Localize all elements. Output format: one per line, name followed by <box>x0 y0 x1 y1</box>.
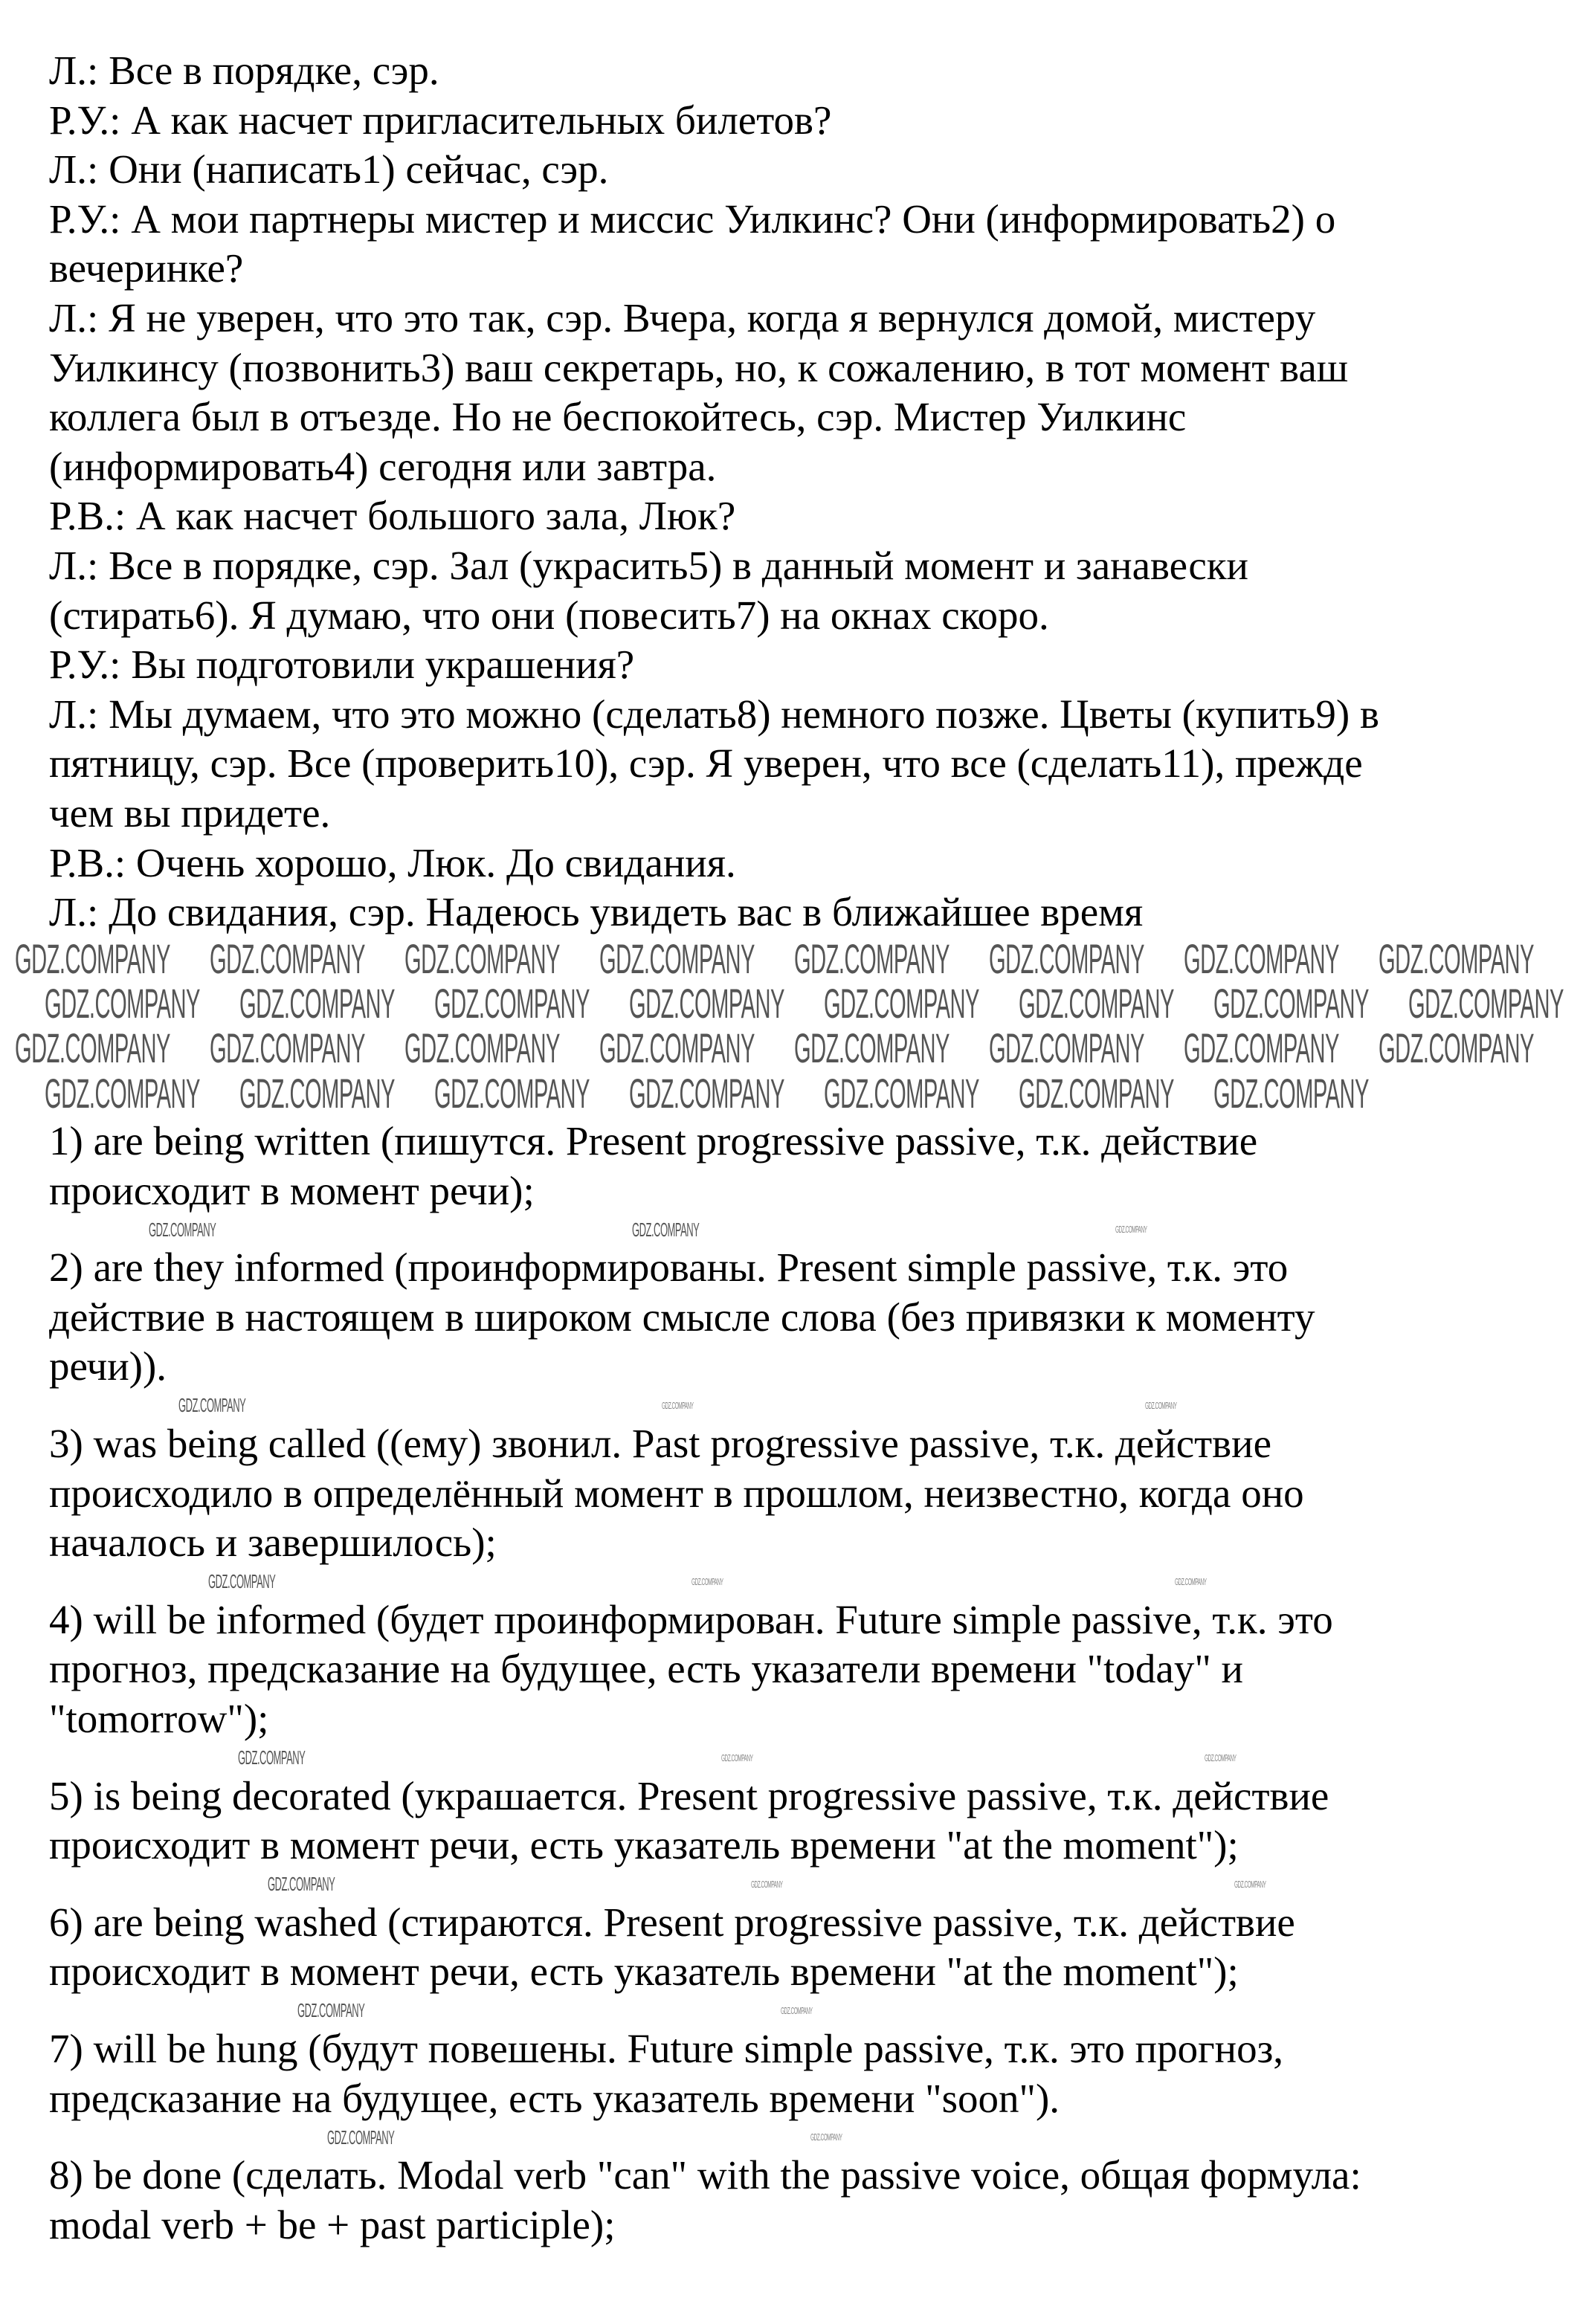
answer-item <box>49 2151 1566 2250</box>
dialogue-line: Л.: Они (написать1) сейчас, сэр. <box>49 146 609 193</box>
watermark: GDZ.COMPANY <box>989 1024 1144 1071</box>
dialogue-line: чем вы придете. <box>49 790 331 836</box>
dialogue-line: (стирать6). Я думаю, что они (повесить7) на окнах скоро. <box>49 592 1049 638</box>
watermark: GDZ.COMPANY <box>404 1024 560 1071</box>
answer-line: 7) will be hung (будут повешены. Future simple passive, т.к. это прогноз, <box>49 2025 1284 2071</box>
watermark: GDZ.COMPANY <box>434 1070 590 1117</box>
dialogue-text <box>49 46 1566 937</box>
dialogue-line: Р.В.: Очень хорошо, Люк. До свидания. <box>49 839 736 885</box>
answer-line: 3) was being called ((ему) звонил. Past progressive passive, т.к. действие <box>49 1420 1271 1466</box>
answer-line: происходит в момент речи, есть указатель времени "at the moment"); <box>49 1949 1239 1995</box>
watermark: GDZ.COMPANY <box>1019 1070 1174 1117</box>
watermark: GDZ.COMPANY <box>794 935 950 982</box>
watermark: GDZ.COMPANY <box>810 2131 842 2143</box>
watermark: GDZ.COMPANY <box>434 980 590 1027</box>
watermark: GDZ.COMPANY <box>1379 935 1534 982</box>
watermark: GDZ.COMPANY <box>210 935 365 982</box>
dialogue-line: Л.: Все в порядке, сэр. <box>49 48 439 93</box>
watermark: GDZ.COMPANY <box>239 980 395 1027</box>
dialogue-line: Л.: До свидания, сэр. Надеюсь увидеть вас в ближайшее время <box>49 889 1144 935</box>
watermark: GDZ.COMPANY <box>629 1070 784 1117</box>
dialogue-line: Р.У.: А как насчет пригласительных билетов? <box>49 97 832 143</box>
watermark: GDZ.COMPANY <box>1234 1879 1266 1890</box>
dialogue-line: коллега был в отъезде. Но не беспокойтесь, сэр. Мистер Уилкинс <box>49 394 1187 440</box>
dialogue-line: Р.В.: А как насчет большого зала, Люк? <box>49 493 736 539</box>
watermark: GDZ.COMPANY <box>15 935 170 982</box>
answer-line: 6) are being washed (стираются. Present progressive passive, т.к. действие <box>49 1899 1295 1945</box>
watermark: GDZ.COMPANY <box>599 935 755 982</box>
answer-item <box>49 2024 1566 2123</box>
watermark: GDZ.COMPANY <box>1175 1576 1207 1587</box>
answer-item <box>49 1117 1566 1216</box>
dialogue-line: Л.: Я не уверен, что это так, сэр. Вчера, когда я вернулся домой, мистеру <box>49 294 1316 340</box>
answer-line: 4) will be informed (будет проинформирован. Future simple passive, т.к. это <box>49 1596 1333 1642</box>
answer-line: 2) are they informed (проинформированы. Present simple passive, т.к. это <box>49 1245 1289 1291</box>
watermark: GDZ.COMPANY <box>599 1024 755 1071</box>
answer-line: прогноз, предсказание на будущее, есть указатели времени "today" и <box>49 1646 1243 1692</box>
dialogue-line: Р.У.: Вы подготовили украшения? <box>49 642 635 688</box>
watermark: GDZ.COMPANY <box>1184 935 1339 982</box>
watermark: GDZ.COMPANY <box>1205 1752 1237 1763</box>
dialogue-line: Л.: Все в порядке, сэр. Зал (украсить5) в данный момент и занавески <box>49 542 1248 588</box>
watermark: GDZ.COMPANY <box>297 1999 365 2021</box>
watermark: GDZ.COMPANY <box>1213 1070 1369 1117</box>
dialogue-line: пятницу, сэр. Все (проверить10), сэр. Я уверен, что все (сделать11), прежде <box>49 740 1363 787</box>
watermark: GDZ.COMPANY <box>824 1070 979 1117</box>
answer-line: "tomorrow"); <box>49 1695 269 1741</box>
answer-line: происходило в определённый момент в прошлом, неизвестно, когда оно <box>49 1470 1304 1516</box>
watermark: GDZ.COMPANY <box>1145 1400 1177 1411</box>
answer-item <box>49 1898 1566 1997</box>
watermark: GDZ.COMPANY <box>781 2005 813 2016</box>
watermark: GDZ.COMPANY <box>1213 980 1369 1027</box>
watermark: GDZ.COMPANY <box>45 980 200 1027</box>
answer-item <box>49 1419 1566 1568</box>
dialogue-line: (информировать4) сегодня или завтра. <box>49 443 717 489</box>
answer-line: 5) is being decorated (украшается. Present progressive passive, т.к. действие <box>49 1772 1329 1818</box>
watermark: GDZ.COMPANY <box>721 1752 753 1763</box>
answer-line: происходит в момент речи); <box>49 1167 535 1213</box>
watermark: GDZ.COMPANY <box>629 980 784 1027</box>
answer-line: 8) be done (сделать. Modal verb "can" with the passive voice, общая формула: <box>49 2152 1361 2198</box>
answer-item <box>49 1772 1566 1871</box>
answer-line: действие в настоящем в широком смысле слова (без привязки к моменту <box>49 1294 1315 1340</box>
answer-line: предсказание на будущее, есть указатель времени "soon"). <box>49 2075 1060 2121</box>
dialogue-line: Уилкинсу (позвонить3) ваш секретарь, но, к сожалению, в тот момент ваш <box>49 344 1349 390</box>
watermark: GDZ.COMPANY <box>327 2126 395 2149</box>
watermark: GDZ.COMPANY <box>149 1219 216 1241</box>
watermark: GDZ.COMPANY <box>178 1394 246 1416</box>
watermark: GDZ.COMPANY <box>1184 1024 1339 1071</box>
watermark: GDZ.COMPANY <box>794 1024 950 1071</box>
answer-item <box>49 1595 1566 1744</box>
watermark: GDZ.COMPANY <box>210 1024 365 1071</box>
watermark: GDZ.COMPANY <box>404 935 560 982</box>
watermark: GDZ.COMPANY <box>1379 1024 1534 1071</box>
answer-line: modal verb + be + past participle); <box>49 2201 616 2247</box>
watermark: GDZ.COMPANY <box>632 1219 700 1241</box>
watermark: GDZ.COMPANY <box>208 1570 276 1592</box>
answer-line: речи)). <box>49 1343 167 1389</box>
watermark: GDZ.COMPANY <box>238 1746 306 1769</box>
dialogue-line: Р.У.: А мои партнеры мистер и миссис Уилкинс? Они (информировать2) о <box>49 196 1336 242</box>
answer-line: началось и завершилось); <box>49 1520 497 1566</box>
watermark: GDZ.COMPANY <box>1115 1224 1147 1235</box>
watermark: GDZ.COMPANY <box>45 1070 200 1117</box>
watermark: GDZ.COMPANY <box>751 1879 783 1890</box>
watermark: GDZ.COMPANY <box>1019 980 1174 1027</box>
watermark: GDZ.COMPANY <box>1408 980 1564 1027</box>
watermark: GDZ.COMPANY <box>15 1024 170 1071</box>
watermark: GDZ.COMPANY <box>268 1873 335 1895</box>
answer-line: происходит в момент речи, есть указатель времени "at the moment"); <box>49 1822 1239 1868</box>
answer-line: 1) are being written (пишутся. Present progressive passive, т.к. действие <box>49 1118 1258 1163</box>
watermark: GDZ.COMPANY <box>662 1400 694 1411</box>
answer-item <box>49 1243 1566 1392</box>
answers-list <box>49 1117 1566 2277</box>
watermark: GDZ.COMPANY <box>824 980 979 1027</box>
dialogue-line: Л.: Мы думаем, что это можно (сделать8) немного позже. Цветы (купить9) в <box>49 691 1379 737</box>
watermark: GDZ.COMPANY <box>989 935 1144 982</box>
dialogue-line: вечеринке? <box>49 245 244 291</box>
watermark: GDZ.COMPANY <box>239 1070 395 1117</box>
watermark: GDZ.COMPANY <box>691 1576 723 1587</box>
